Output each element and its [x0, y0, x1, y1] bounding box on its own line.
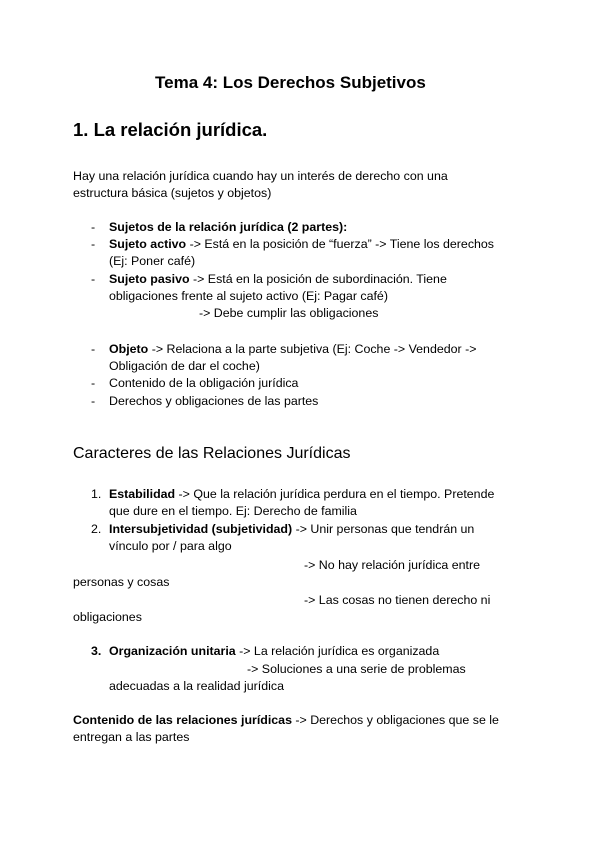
bullet-text: -> Está en la posición de subordinación. Tiene	[189, 272, 447, 286]
item-text: -> Unir personas que tendrán un	[292, 522, 475, 536]
list-item-estabilidad	[109, 486, 494, 503]
item-bold-label: Intersubjetividad (subjetividad)	[109, 522, 293, 536]
bullet-marker: -	[91, 272, 96, 286]
item-text: -> Que la relación jurídica perdura en el tiempo. Pretende	[175, 487, 495, 501]
bullet-continuation: -> Debe cumplir las obligaciones	[199, 306, 379, 320]
bullet-sujeto-pasivo	[109, 271, 447, 288]
item-continuation: adecuadas a la realidad jurídica	[109, 679, 284, 693]
list-number: 2.	[91, 522, 102, 536]
bullet-text: -> Relaciona a la parte subjetiva (Ej: Coche -> Vendedor ->	[148, 342, 477, 356]
bullet-text: -> Está en la posición de “fuerza” -> Tiene los derechos	[186, 237, 494, 251]
paragraph-text: -> Derechos y obligaciones que se le	[291, 713, 499, 727]
contenido-paragraph	[73, 712, 499, 729]
bullet-marker: -	[91, 220, 96, 234]
item-continuation: personas y cosas	[73, 575, 170, 589]
item-text: -> La relación jurídica es organizada	[235, 644, 440, 658]
item-bold-label: Organización unitaria	[109, 644, 236, 658]
bullet-bold-label: Sujeto activo	[109, 237, 187, 251]
paragraph-continuation: entregan a las partes	[73, 730, 190, 744]
item-bold-label: Estabilidad	[109, 487, 176, 501]
list-item-intersubjetividad	[109, 521, 474, 538]
bullet-contenido: Contenido de la obligación jurídica	[109, 376, 299, 390]
item-continuation: obligaciones	[73, 610, 142, 624]
bullet-continuation: Obligación de dar el coche)	[109, 359, 260, 373]
bullet-marker: -	[91, 376, 96, 390]
item-continuation: -> Las cosas no tienen derecho ni	[304, 593, 491, 607]
bullet-sujeto-activo	[109, 236, 494, 253]
bullet-bold-label: Sujeto pasivo	[109, 272, 190, 286]
bullet-derechos: Derechos y obligaciones de las partes	[109, 394, 319, 408]
list-item-organizacion	[109, 643, 439, 660]
bullet-marker: -	[91, 394, 96, 408]
item-continuation: -> No hay relación jurídica entre	[304, 558, 480, 572]
item-continuation: vínculo por / para algo	[109, 539, 232, 553]
intro-line-1: Hay una relación jurídica cuando hay un interés de derecho con una	[73, 169, 448, 183]
list-number: 3.	[91, 644, 102, 658]
section-heading-relacion: 1. La relación jurídica.	[73, 119, 268, 140]
bullet-continuation: obligaciones frente al sujeto activo (Ej: Pagar café)	[109, 289, 388, 303]
bullet-marker: -	[91, 342, 96, 356]
bullet-sujetos: Sujetos de la relación jurídica (2 partes):	[109, 220, 348, 234]
bullet-objeto	[109, 341, 476, 358]
list-number: 1.	[91, 487, 102, 501]
paragraph-bold-label: Contenido de las relaciones jurídicas	[73, 713, 292, 727]
item-continuation: -> Soluciones a una serie de problemas	[247, 662, 466, 676]
section-heading-caracteres: Caracteres de las Relaciones Jurídicas	[73, 445, 351, 462]
page-title: Tema 4: Los Derechos Subjetivos	[155, 73, 426, 92]
bullet-marker: -	[91, 237, 96, 251]
bullet-bold-label: Objeto	[109, 342, 149, 356]
item-continuation: que dure en el tiempo. Ej: Derecho de familia	[109, 504, 357, 518]
intro-line-2: estructura básica (sujetos y objetos)	[73, 186, 272, 200]
bullet-continuation: (Ej: Poner café)	[109, 254, 196, 268]
